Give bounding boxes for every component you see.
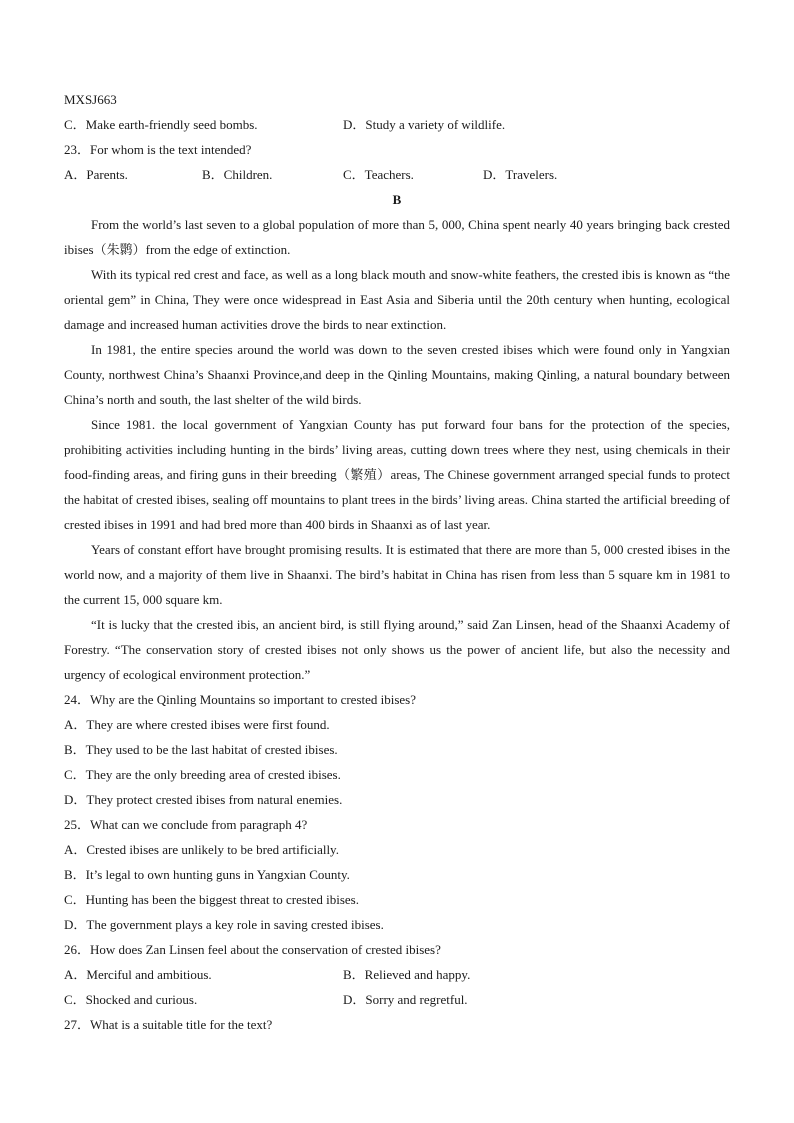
q26-stem: 26．How does Zan Linsen feel about the conservation of crested ibises?: [64, 942, 441, 957]
q25-option-d: D．The government plays a key role in saving crested ibises.: [64, 917, 384, 932]
q26-option-b: B．Relieved and happy.: [343, 967, 471, 982]
passage-paragraph-5: Years of constant effort have brought promising results. It is estimated that there are more than 5, 000 crested ibises in the world now, and a majority of them live in Shaanxi. The bird’s habitat in China has risen from less than 5 square km in 1981 to the current 15, 000 square km.: [64, 542, 730, 607]
q23-option-b: B．Children.: [202, 167, 273, 182]
q24-option-d: D．They protect crested ibises from natural enemies.: [64, 792, 343, 807]
q24-option-a: A．They are where crested ibises were first found.: [64, 717, 330, 732]
passage-paragraph-3: In 1981, the entire species around the world was down to the seven crested ibises which were found only in Yangxian County, northwest China’s Shaanxi Province,and deep in the Qinling Mountains, making Qinling, a natural boundary between China’s north and south, the last shelter of the wild birds.: [64, 342, 730, 407]
q25-option-c: C．Hunting has been the biggest threat to crested ibises.: [64, 892, 359, 907]
q23-option-d: D．Travelers.: [483, 167, 558, 182]
document-code: MXSJ663: [64, 92, 117, 107]
passage-paragraph-6: “It is lucky that the crested ibis, an ancient bird, is still flying around,” said Zan Linsen, head of the Shaanxi Academy of Forestry. “The conservation story of crested ibises not only shows us the power of ancient life, but also the necessity and urgency of ecological environment protection.”: [64, 617, 730, 682]
q27-stem: 27．What is a suitable title for the text?: [64, 1017, 273, 1032]
exam-page: [64, 87, 730, 1037]
q25-stem: 25．What can we conclude from paragraph 4?: [64, 817, 308, 832]
passage-paragraph-1: From the world’s last seven to a global population of more than 5, 000, China spent nearly 40 years bringing back crested ibises（朱鹮）from the edge of extinction.: [64, 217, 730, 257]
q26-options-row-1: [64, 962, 730, 987]
q23-options-row: [64, 162, 730, 187]
q26-options-row-2: [64, 987, 730, 1012]
q23-option-c: C．Teachers.: [343, 167, 414, 182]
q26-option-a: A．Merciful and ambitious.: [64, 967, 212, 982]
q22-option-c: C．Make earth-friendly seed bombs.: [64, 117, 258, 132]
q22-option-d: D．Study a variety of wildlife.: [343, 117, 506, 132]
section-b-heading: B: [392, 192, 402, 207]
q25-option-a: A．Crested ibises are unlikely to be bred artificially.: [64, 842, 339, 857]
q23-stem: 23．For whom is the text intended?: [64, 142, 252, 157]
q26-option-d: D．Sorry and regretful.: [343, 992, 468, 1007]
passage-paragraph-2: With its typical red crest and face, as well as a long black mouth and snow-white feathers, the crested ibis is known as “the oriental gem” in China, They were once widespread in East Asia and Siberia until the 20th century when hunting, ecological damage and increased human activities drove the birds to near extinction.: [64, 267, 730, 332]
q22-options-row: [64, 112, 730, 137]
q26-option-c: C．Shocked and curious.: [64, 992, 198, 1007]
q24-stem: 24．Why are the Qinling Mountains so important to crested ibises?: [64, 692, 417, 707]
q24-option-b: B．They used to be the last habitat of crested ibises.: [64, 742, 338, 757]
q24-option-c: C．They are the only breeding area of crested ibises.: [64, 767, 341, 782]
q23-option-a: A．Parents.: [64, 167, 128, 182]
q25-option-b: B．It’s legal to own hunting guns in Yangxian County.: [64, 867, 350, 882]
passage-paragraph-4: Since 1981. the local government of Yangxian County has put forward four bans for the protection of the species, prohibiting activities including hunting in the birds’ living areas, cutting down trees where they nest, using chemicals in their food-finding areas, and firing guns in their breeding（繁殖）areas, The Chinese government arranged special funds to protect the habitat of crested ibises, sealing off mountains to plant trees in the birds’ living areas. China started the artificial breeding of crested ibises in 1991 and had bred more than 400 birds in Shaanxi as of last year.: [64, 417, 730, 532]
